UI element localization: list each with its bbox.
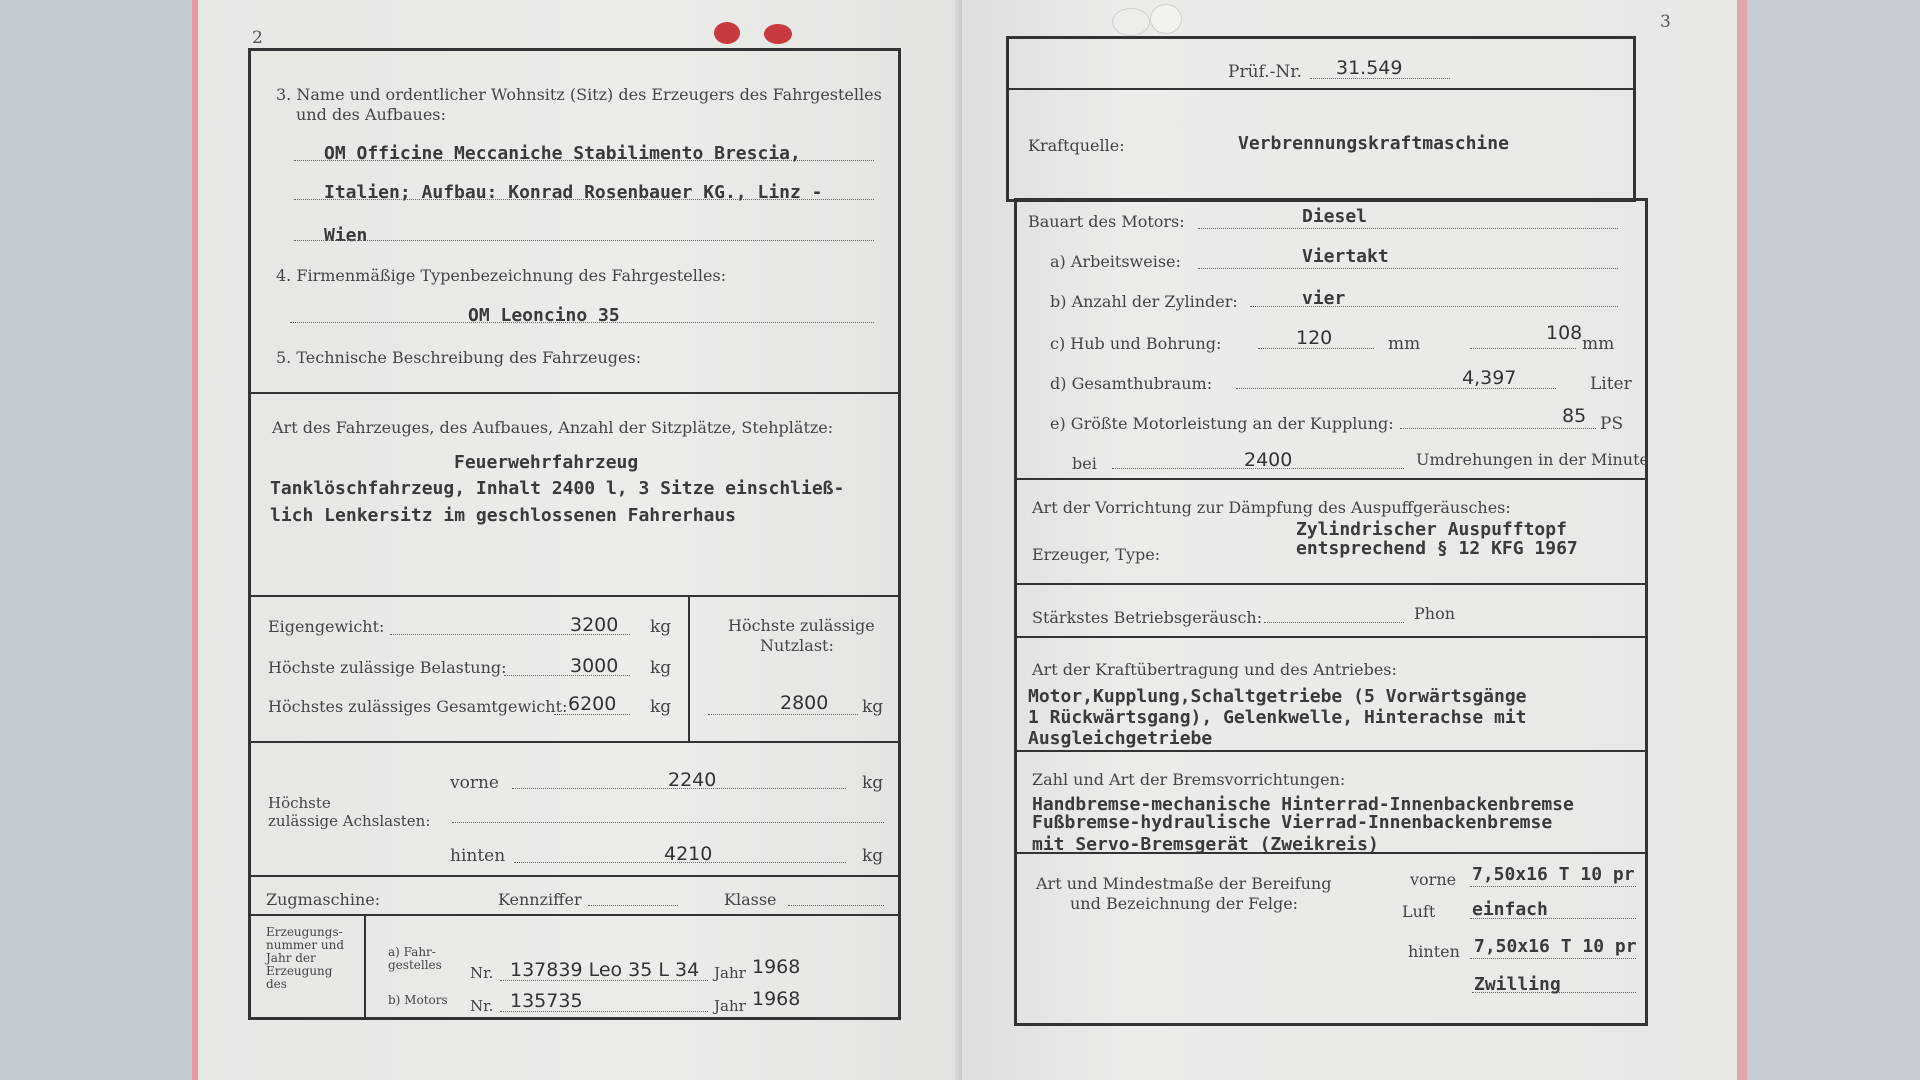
left-page [192, 0, 962, 1080]
hubraum-label: d) Gesamthubraum: [1050, 374, 1213, 393]
section-divider [250, 875, 900, 877]
clip-icon [1150, 4, 1182, 34]
hub-label: c) Hub und Bohrung: [1050, 334, 1222, 353]
item4-value: OM Leoncino 35 [468, 305, 620, 326]
item3-value-line1: OM Officine Meccaniche Stabilimento Brescia, [324, 143, 801, 164]
bremsen-value-line1: Handbremse-mechanische Hinterrad-Innenbackenbremse [1032, 794, 1574, 815]
pruef-nr-value: 31.549 [1336, 57, 1403, 79]
achslast-label-cont: zulässige Achslasten: [268, 812, 431, 830]
dotted-line [788, 905, 884, 906]
kg-unit: kg [862, 697, 884, 717]
section-divider [250, 741, 900, 743]
kraftuebertragung-value-line3: Ausgleichgetriebe [1028, 728, 1213, 749]
ps-unit: PS [1600, 414, 1624, 434]
motor-label: b) Motors [388, 993, 448, 1007]
kg-unit: kg [862, 846, 884, 866]
bremsen-label: Zahl und Art der Bremsvorrichtungen: [1032, 770, 1346, 789]
reifen-hinten-label: hinten [1408, 942, 1460, 961]
section-divider [1016, 478, 1646, 480]
column-divider [364, 915, 366, 1019]
drehzahl-value: 2400 [1244, 449, 1293, 471]
erzeuger-type-label: Erzeuger, Type: [1032, 545, 1161, 564]
gesamtgewicht-value: 6200 [568, 693, 617, 715]
section-divider [1016, 750, 1646, 752]
nutzlast-label: Höchste zulässige [728, 616, 875, 635]
dotted-line [1470, 886, 1636, 887]
eigengewicht-label: Eigengewicht: [268, 617, 385, 636]
achslast-label: Höchste [268, 794, 331, 812]
item4-label: 4. Firmenmäßige Typenbezeichnung des Fahrgestelles: [276, 266, 727, 285]
bohrung-value: 108 [1546, 322, 1583, 344]
achs-hinten-label: hinten [450, 846, 506, 866]
dotted-line [708, 714, 858, 715]
liter-unit: Liter [1590, 374, 1632, 394]
kg-unit: kg [650, 617, 672, 637]
mm-unit: mm [1582, 334, 1615, 354]
gesamtgewicht-label: Höchstes zulässiges Gesamtgewicht: [268, 697, 568, 716]
belastung-value: 3000 [570, 655, 619, 677]
item3-value-line2: Italien; Aufbau: Konrad Rosenbauer KG., Linz - [324, 182, 823, 203]
item5-label: 5. Technische Beschreibung des Fahrzeuges: [276, 348, 642, 367]
item3-label: 3. Name und ordentlicher Wohnsitz (Sitz) des Erzeugers des Fahrgestelles [276, 85, 882, 104]
red-pin-icon [764, 24, 792, 44]
item3-value-line3: Wien [324, 225, 368, 246]
bremsen-value-line2: Fußbremse-hydraulische Vierrad-Innenbackenbremse [1032, 812, 1553, 833]
right-form-frame-top [1006, 36, 1636, 202]
dotted-line [294, 240, 874, 241]
fahrgestell-label: a) Fahr-gestelles [388, 945, 442, 972]
dotted-line [290, 322, 874, 323]
clip-icon [1112, 8, 1150, 36]
auspuff-value-line2: entsprechend § 12 KFG 1967 [1296, 538, 1578, 559]
section-divider [1016, 583, 1646, 585]
umdrehungen-label: Umdrehungen in der Minute [1416, 450, 1649, 469]
geraeusch-label: Stärkstes Betriebsgeräusch: [1032, 608, 1263, 627]
hubraum-value: 4,397 [1462, 367, 1517, 389]
eigengewicht-value: 3200 [570, 614, 619, 636]
zylinder-value: vier [1302, 288, 1346, 309]
dotted-line [1470, 958, 1636, 959]
item3-label-cont: und des Aufbaues: [296, 105, 446, 124]
achs-hinten-value: 4210 [664, 843, 713, 865]
art-value-line2: Tanklöschfahrzeug, Inhalt 2400 l, 3 Sitze einschließ- [270, 478, 845, 499]
kraftquelle-value: Verbrennungskraftmaschine [1238, 133, 1509, 154]
nr-label: Nr. [470, 964, 494, 982]
red-pin-icon [714, 22, 740, 44]
art-value-line1: Feuerwehrfahrzeug [454, 452, 639, 473]
dotted-line [1198, 228, 1618, 229]
phon-unit: Phon [1414, 604, 1456, 623]
section-divider [250, 914, 900, 916]
dotted-line [294, 160, 874, 161]
reifen-hinten-value: 7,50x16 T 10 pr [1474, 936, 1637, 957]
background-left [0, 0, 200, 1080]
dotted-line [452, 822, 884, 823]
right-page [962, 0, 1747, 1080]
zylinder-label: b) Anzahl der Zylinder: [1050, 292, 1238, 311]
motor-jahr-value: 1968 [752, 988, 801, 1010]
bereifung-label-cont: und Bezeichnung der Felge: [1070, 894, 1299, 913]
achs-vorne-label: vorne [450, 773, 499, 793]
jahr-label: Jahr [714, 997, 746, 1015]
reifen-vorne-value: 7,50x16 T 10 pr [1472, 864, 1635, 885]
kraftquelle-label: Kraftquelle: [1028, 136, 1125, 155]
bei-label: bei [1072, 454, 1097, 473]
page-number-left: 2 [252, 28, 263, 48]
dotted-line [1264, 622, 1404, 623]
kraftuebertragung-label: Art der Kraftübertragung und des Antriebes: [1032, 660, 1397, 679]
mm-unit: mm [1388, 334, 1421, 354]
hub-value: 120 [1296, 327, 1333, 349]
achs-vorne-value: 2240 [668, 769, 717, 791]
dotted-line [294, 199, 874, 200]
belastung-label: Höchste zulässige Belastung: [268, 658, 507, 677]
zwilling-value: Zwilling [1474, 974, 1561, 995]
section-divider [1016, 636, 1646, 638]
reifen-vorne-label: vorne [1410, 870, 1457, 889]
section-divider [250, 595, 900, 597]
fahrgestell-jahr-value: 1968 [752, 956, 801, 978]
kg-unit: kg [862, 773, 884, 793]
background-right [1740, 0, 1920, 1080]
art-value-line3: lich Lenkersitz im geschlossenen Fahrerhaus [270, 505, 736, 526]
nutzlast-label-cont: Nutzlast: [760, 636, 834, 655]
column-divider [688, 596, 690, 742]
arbeitsweise-value: Viertakt [1302, 246, 1389, 267]
dotted-line [1400, 428, 1596, 429]
leistung-label: e) Größte Motorleistung an der Kupplung: [1050, 414, 1394, 433]
klasse-label: Klasse [724, 890, 777, 909]
nr-label: Nr. [470, 997, 494, 1015]
arbeitsweise-label: a) Arbeitsweise: [1050, 252, 1181, 271]
page-number-right: 3 [1660, 12, 1671, 32]
motor-nr-value: 135735 [510, 990, 583, 1012]
bremsen-value-line3: mit Servo-Bremsgerät (Zweikreis) [1032, 834, 1379, 855]
luft-value: einfach [1472, 899, 1548, 920]
erzeugung-label: Erzeugungs-nummer und Jahr der Erzeugung des [266, 925, 345, 991]
art-label: Art des Fahrzeuges, des Aufbaues, Anzahl der Sitzplätze, Stehplätze: [272, 418, 834, 437]
bereifung-label: Art und Mindestmaße der Bereifung [1036, 874, 1332, 893]
bauart-label: Bauart des Motors: [1028, 212, 1185, 231]
dotted-line [1470, 348, 1576, 349]
auspuff-label: Art der Vorrichtung zur Dämpfung des Auspuffgeräusches: [1032, 498, 1511, 517]
auspuff-value-line1: Zylindrischer Auspufftopf [1296, 519, 1567, 540]
jahr-label: Jahr [714, 964, 746, 982]
kennziffer-label: Kennziffer [498, 890, 582, 909]
dotted-line [588, 905, 678, 906]
nutzlast-value: 2800 [780, 692, 829, 714]
kraftuebertragung-value-line1: Motor,Kupplung,Schaltgetriebe (5 Vorwärtsgänge [1028, 686, 1527, 707]
pruef-nr-label: Prüf.-Nr. [1228, 62, 1302, 82]
kg-unit: kg [650, 658, 672, 678]
leistung-value: 85 [1562, 405, 1587, 427]
luft-label: Luft [1402, 902, 1436, 921]
dotted-line [1198, 268, 1618, 269]
zugmaschine-label: Zugmaschine: [266, 890, 381, 909]
kg-unit: kg [650, 697, 672, 717]
fahrgestell-nr-value: 137839 Leo 35 L 34 [510, 959, 700, 981]
section-divider [250, 392, 900, 394]
section-divider [1008, 88, 1634, 90]
bauart-value: Diesel [1302, 206, 1368, 227]
section-divider [1016, 852, 1646, 854]
kraftuebertragung-value-line2: 1 Rückwärtsgang), Gelenkwelle, Hinterachse mit [1028, 707, 1527, 728]
